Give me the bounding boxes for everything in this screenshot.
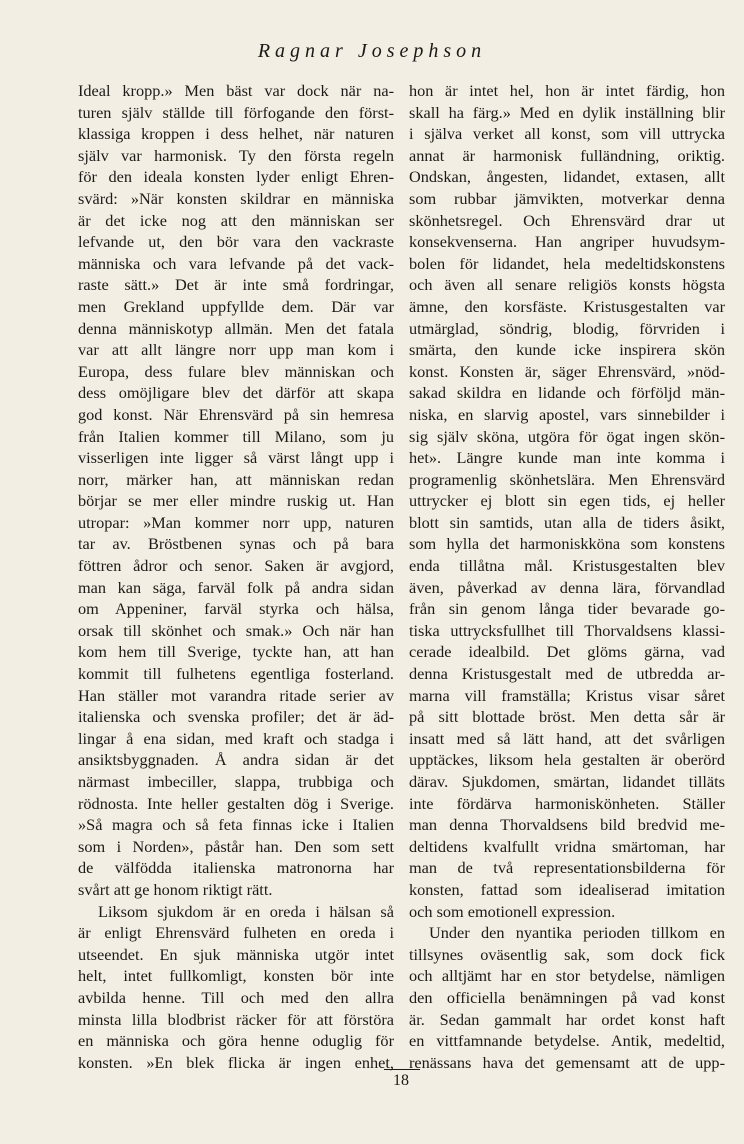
text-line: från Italien kommer till Milano, som ju	[78, 426, 394, 446]
text-line: och även all senare religiös konsts högsta	[409, 275, 725, 295]
text-line: på sitt blottade bröst. Men detta sår är	[409, 707, 725, 727]
text-line: konst. Konsten är, säger Ehrensvärd, »nöd-	[409, 361, 725, 381]
text-line: tillsynes oväsentlig sak, som dock fick	[409, 944, 725, 964]
text-line: lingar å ena sidan, med kraft och stadga i	[78, 728, 394, 748]
right-column	[409, 80, 725, 1073]
text-line: bolen för lidandet, hela medeltidskonstens	[409, 253, 725, 273]
text-line: raste sätt.» Det är inte små fordringar,	[78, 275, 394, 295]
text-line: norr, märker han, att människan redan	[78, 469, 394, 489]
text-line: upptäckes, liksom hela gestalten är oberörd	[409, 750, 725, 770]
text-line: själv var harmonisk. Ty den första regeln	[78, 145, 394, 165]
text-line: skönhetsregel. Och Ehrensvärd drar ut	[409, 210, 725, 230]
text-line: utmärglad, söndrig, blodig, förvriden i	[409, 318, 725, 338]
text-line: avbilda henne. Till och med den allra	[78, 987, 394, 1007]
text-line: enda tillåtna mål. Kristusgestalten blev	[409, 556, 725, 576]
text-line: tar av. Bröstbenen synas och på bara	[78, 534, 394, 554]
text-line: het». Längre kunde man inte komma i	[409, 448, 725, 468]
text-line: Liksom sjukdom är en oreda i hälsan så	[98, 901, 394, 921]
text-line: niska, en slarvig apostel, vars sinnebilder i	[409, 404, 725, 424]
text-line: och som emotionell expression.	[409, 901, 616, 921]
page-number: 18	[393, 1072, 409, 1089]
text-line: som i Norden», påstår han. Den som sett	[78, 836, 394, 856]
text-line: kommit till fulhetens egentliga fosterland.	[78, 664, 394, 684]
text-line: den officiella benämningen på vad konst	[409, 987, 725, 1007]
text-line: visserligen inte ligger så värst långt upp i	[78, 448, 394, 468]
text-line: inte fördärva harmoniskönheten. Ställer	[409, 793, 725, 813]
text-line: helt, intet fullkomligt, konsten bör inte	[78, 966, 394, 986]
text-line: lefvande ut, den bör vara den vackraste	[78, 232, 394, 252]
text-line: denna människotyp allmän. Men det fatala	[78, 318, 394, 338]
text-line: men Grekland uppfyllde dem. Där var	[78, 296, 394, 316]
text-line: utropar: »Man kommer norr upp, naturen	[78, 512, 394, 532]
text-line: man kan säga, farväl folk på andra sidan	[78, 577, 394, 597]
text-line: föttren ådror och senor. Saken är avgjord,	[78, 556, 394, 576]
text-line: sakad skildra en lidande och förföljd män-	[409, 383, 725, 403]
text-line: från sin genom långa tider bevarade go-	[409, 599, 725, 619]
text-line: deltidens kvalfullt vridna smärtoman, har	[409, 836, 725, 856]
text-line: en vittfamnande betydelse. Antik, medeltid,	[409, 1031, 725, 1051]
text-line: hon är intet hel, hon är intet färdig, hon	[409, 81, 725, 100]
text-line: och alltjämt har en stor betydelse, nämligen	[409, 966, 725, 986]
text-line: svårt att ge honom riktigt rätt.	[78, 879, 273, 899]
text-line: blott sin samtids, utan alla de tiders åsikt,	[409, 512, 725, 532]
text-line: är. Sedan gammalt har ordet konst haft	[409, 1009, 725, 1029]
text-line: även, påverkad av denna lära, förvandlad	[409, 577, 725, 597]
text-line: utseendet. En sjuk människa utgör intet	[78, 944, 394, 964]
text-line: smärta, den kunde icke inspirera skön	[409, 340, 725, 360]
text-line: ämne, den korsfäste. Kristusgestalten var	[409, 296, 725, 316]
text-line: marna vill framställa; Kristus visar såret	[409, 685, 725, 705]
text-line: man denna Thorvaldsens bild bredvid me-	[409, 815, 725, 835]
text-line: som rubbar jämvikten, motverkar denna	[409, 188, 725, 208]
text-line: rödnosta. Inte heller gestalten dög i Sverige.	[78, 793, 394, 813]
text-line: i själva verket all konst, som vill uttrycka	[409, 124, 725, 144]
text-line: en människa och göra henne oduglig för	[78, 1031, 394, 1051]
text-line: denna Kristusgestalt med de utbredda ar-	[409, 664, 725, 684]
text-line: uttrycker ej blott sin egen tids, ej heller	[409, 491, 725, 511]
text-line: konsten, fattad som idealiserad imitation	[409, 879, 725, 899]
text-line: för den ideala konsten lyder enligt Ehren-	[78, 167, 394, 187]
text-line: därav. Sjukdomen, smärtan, lidandet tilläts	[409, 772, 725, 791]
text-line: Ondskan, ångesten, lidandet, extasen, allt	[409, 167, 725, 187]
text-line: tiska uttrycksfullhet till Thorvaldsens klassi-	[409, 620, 725, 640]
text-line: konsten. »En blek flicka är ingen enhet,	[78, 1052, 394, 1072]
running-head: Ragnar Josephson	[257, 40, 487, 62]
text-line: var att allt längre norr upp man kom i	[78, 340, 394, 360]
text-line: Ideal kropp.» Men bäst var dock när na-	[78, 81, 394, 100]
text-line: Europa, dess fulare blev människan och	[78, 361, 394, 381]
text-line: Under den nyantika perioden tillkom en	[429, 923, 725, 943]
text-line: människa och vara lefvande på det vack-	[78, 253, 394, 273]
text-line: sig själv sköna, utgöra för ögat ingen skön-	[409, 426, 725, 446]
text-line: programenlig skönhetslära. Men Ehrensvärd	[409, 469, 725, 489]
text-line: god konst. När Ehrensvärd på sin hemresa	[78, 404, 394, 424]
text-line: dess omöjligare blev det därför att skapa	[78, 383, 394, 403]
text-line: börjar se mer eller mindre ruskig ut. Han	[78, 491, 394, 511]
left-column	[78, 80, 394, 1073]
text-line: om Appeniner, farväl styrka och hälsa,	[78, 599, 394, 619]
text-line: Han ställer mot varandra ritade serier av	[78, 685, 394, 705]
text-line: cerade idealbild. Det glöms gärna, vad	[409, 642, 725, 662]
text-line: är enligt Ehrensvärd fulheten en oreda i	[78, 923, 394, 943]
text-line: orsak till skönhet och smak.» Och när han	[78, 620, 394, 640]
text-line: ansiktsbyggnaden. Å andra sidan är det	[78, 750, 394, 770]
text-line: renässans hava det gemensamt att de upp-	[409, 1052, 725, 1072]
text-line: svärd: »När konsten skildrar en människa	[78, 188, 394, 208]
text-line: »Så magra och så feta finnas icke i Italien	[78, 815, 394, 835]
text-line: är det icke nog att den människan ser	[78, 210, 394, 230]
text-line: man de två representationsbilderna för	[409, 858, 725, 878]
text-line: de välfödda italienska matronorna har	[78, 858, 394, 878]
text-line: konsekvenserna. Han angriper huvudsym-	[409, 232, 725, 252]
text-line: kom hem till Sverige, tyckte han, att han	[78, 642, 394, 662]
text-line: minsta lilla blodbrist räcker för att förstöra	[78, 1009, 394, 1029]
text-line: närmast imbeciller, slappa, trubbiga och	[78, 772, 394, 791]
text-line: insatt med så lätt hand, att det svårligen	[409, 728, 725, 748]
text-line: turen själv ställde till förfogande den först-	[78, 102, 394, 122]
text-line: annat är harmonisk fulländning, oriktig.	[409, 145, 725, 165]
page-number-rule	[384, 1069, 420, 1070]
text-line: klassiga kroppen i dess helhet, när naturen	[78, 124, 394, 144]
text-line: italienska och svenska profiler; det är äd-	[78, 707, 394, 727]
text-line: skall ha färg.» Med en dylik inställning blir	[409, 102, 725, 122]
text-line: som hylla det harmoniskköna som konstens	[409, 534, 725, 554]
